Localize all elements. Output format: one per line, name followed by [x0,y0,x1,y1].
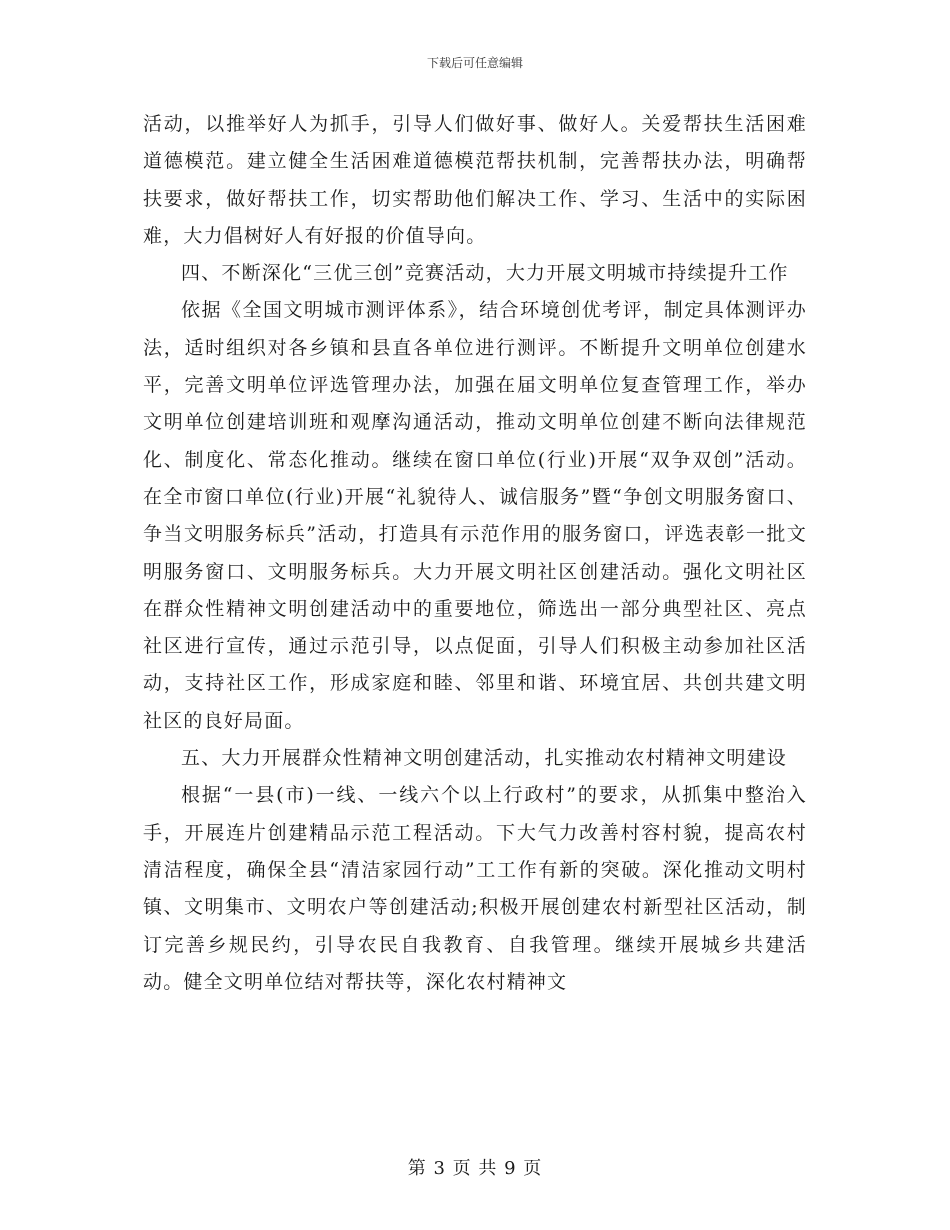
footer-total-pages: 9 [504,1158,517,1179]
section-heading-five: 五、大力开展群众性精神文明创建活动，扎实推动农村精神文明建设 [181,747,788,770]
footer-middle: 页 共 [452,1158,498,1179]
page-header-note: 下载后可任意编辑 [426,56,523,70]
footer-current-page: 3 [433,1158,446,1179]
paragraph-civilized-city: 依据《全国文明城市测评体系》，结合环境创优考评，制定具体测评办法，适时组织对各乡镇和县直各单位进行测评。不断提升文明单位创建水平，完善文明单位评选管理办法，加强在届文明单位复查管理工作，举办文明单位创建培训班和观摩沟通活动，推动文明单位创建不断向法律规范化、制度化、常态化推动。继续在窗口单位(行业)开展“双争双创”活动。在全市窗口单位(行业)开展“礼貌待人、诚信服务”暨“争创文明服务窗口、争当文明服务标兵”活动，打造具有示范作用的服务窗口，评选表彰一批文明服务窗口、文明服务标兵。大力开展文明社区创建活动。强化文明社区在群众性精神文明创建活动中的重要地位，筛选出一部分典型社区、亮点社区进行宣传，通过示范引导，以点促面，引导人们积极主动参加社区活动，支持社区工作，形成家庭和睦、邻里和谐、环境宜居、共创共建文明社区的良好局面。 [143,299,807,732]
footer-suffix: 页 [523,1158,543,1179]
document-body [143,106,807,1001]
page-footer [0,1154,950,1180]
paragraph-continuation: 活动，以推举好人为抓手，引导人们做好事、做好人。关爱帮扶生活困难道德模范。建立健全生活困难道德模范帮扶机制，完善帮扶办法，明确帮扶要求，做好帮扶工作，切实帮助他们解决工作、学习、生活中的实际困难，大力倡树好人有好报的价值导向。 [143,113,807,247]
section-heading-four: 四、不断深化“三优三创”竞赛活动，大力开展文明城市持续提升工作 [181,262,789,285]
paragraph-rural-civilization: 根据“一县(市)一线、一线六个以上行政村”的要求，从抓集中整治入手，开展连片创建精品示范工程活动。下大气力改善村容村貌，提高农村清洁程度，确保全县“清洁家园行动”工工作有新的突破。深化推动文明村镇、文明集市、文明农户等创建活动;积极开展创建农村新型社区活动，制订完善乡规民约，引导农民自我教育、自我管理。继续开展城乡共建活动。健全文明单位结对帮扶等，深化农村精神文 [143,784,807,993]
footer-prefix: 第 [407,1158,427,1179]
